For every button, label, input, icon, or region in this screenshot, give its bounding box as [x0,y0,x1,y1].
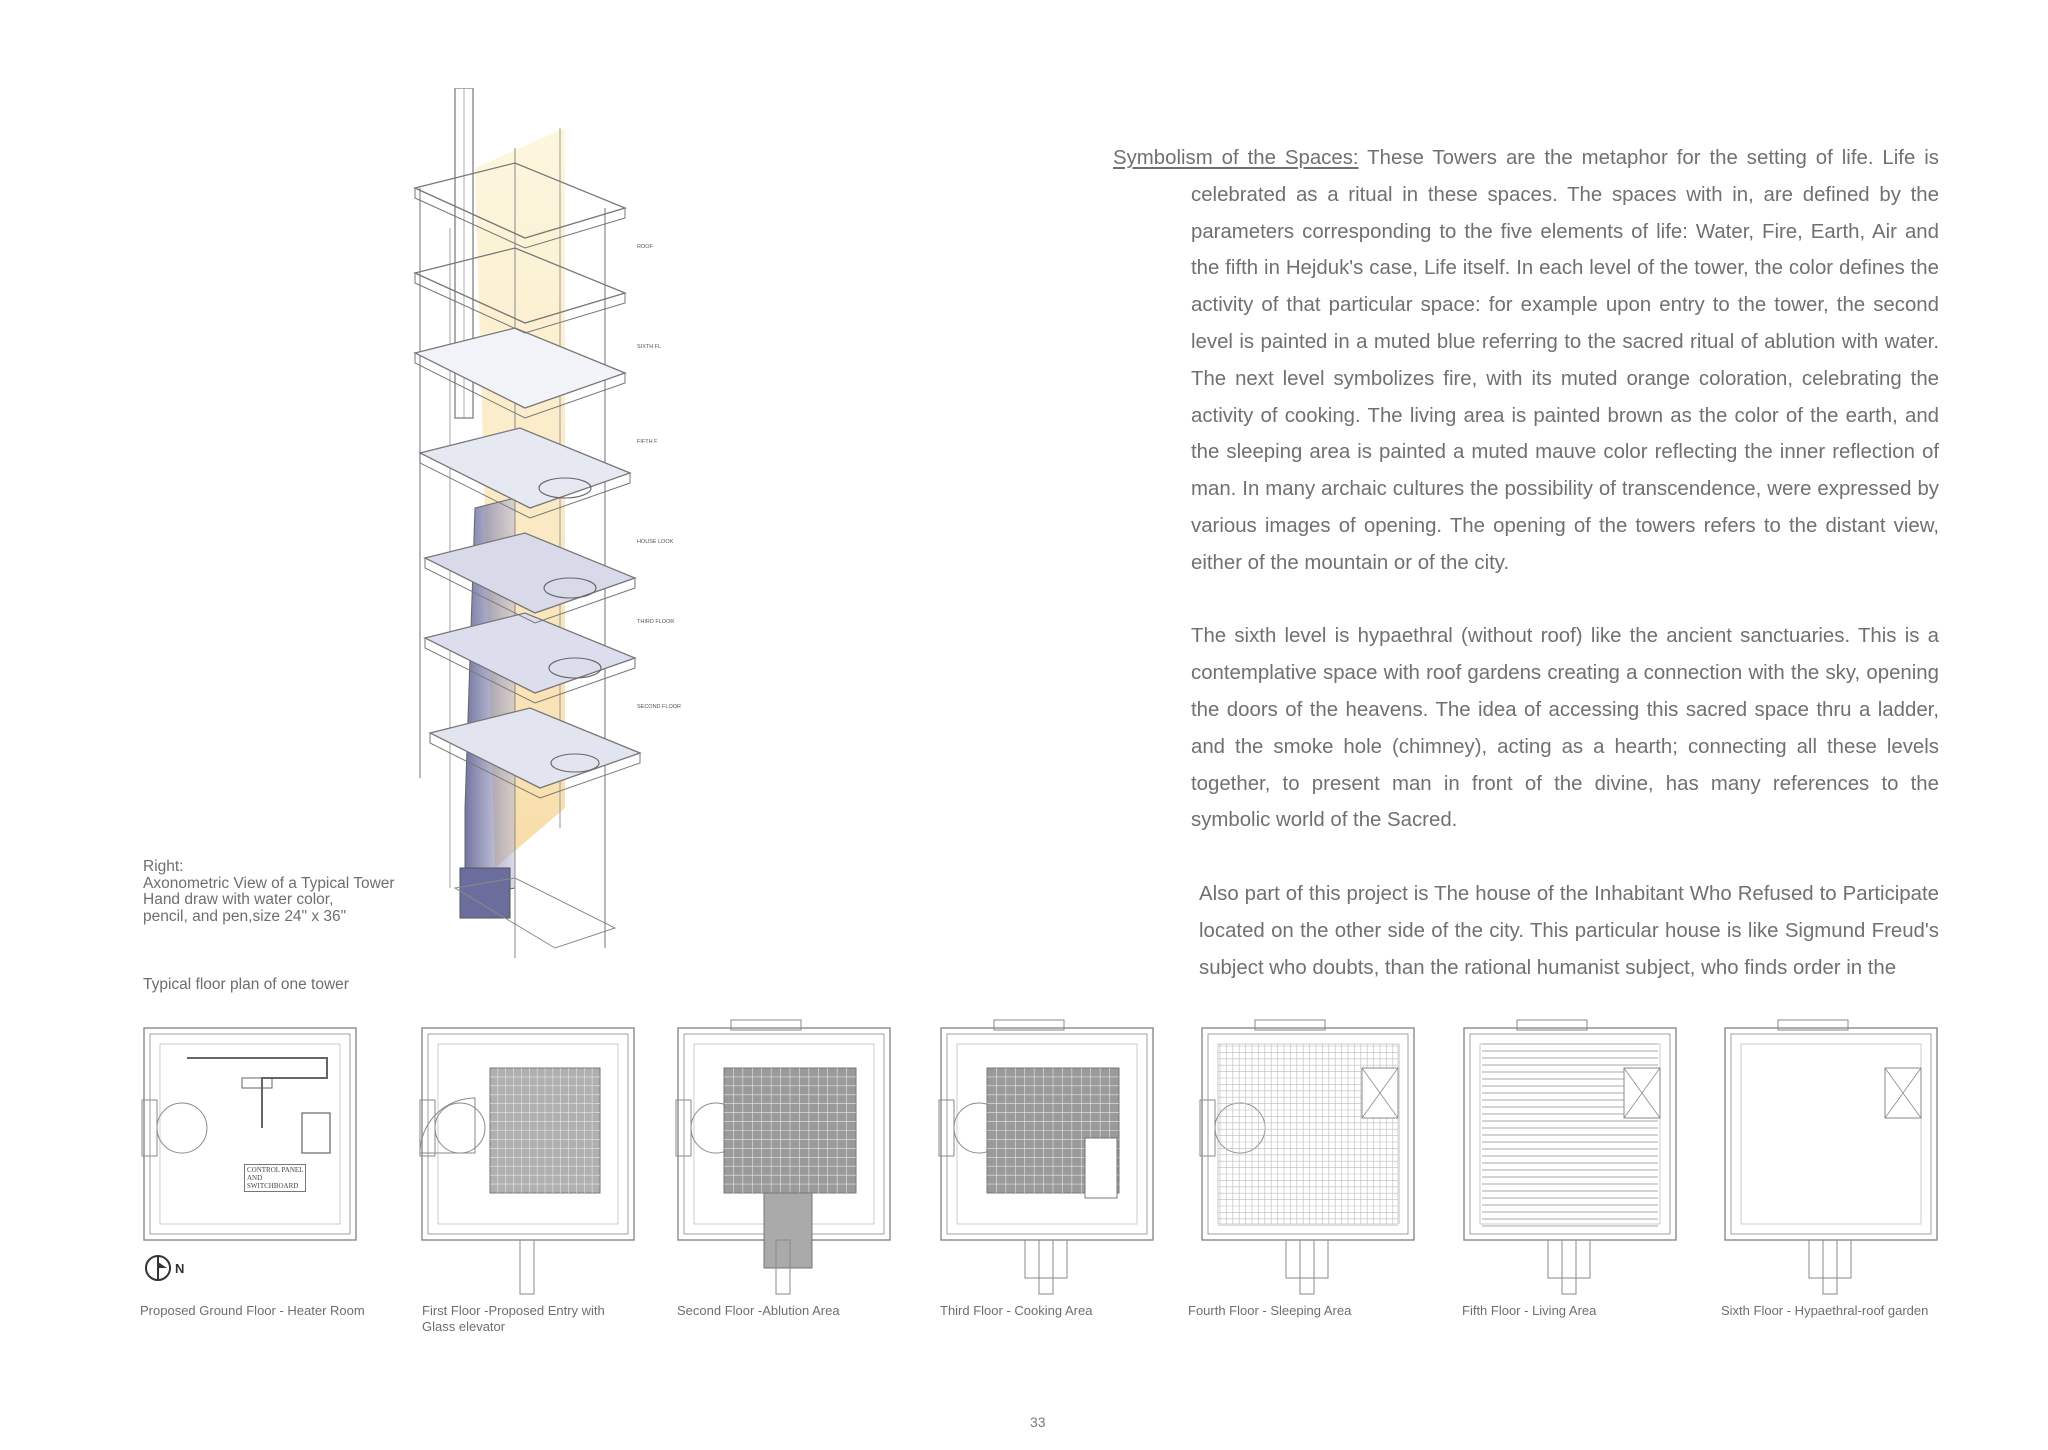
plan-label-first: First Floor -Proposed Entry with Glass elevator [422,1303,605,1334]
plan-drawing [939,1018,1169,1298]
plan-elevator-circle [435,1103,485,1153]
plan-label-sixth: Sixth Floor - Hypaethral-roof garden [1721,1303,1929,1318]
tower-axonometric-drawing [405,88,705,958]
plan-stair [1039,1240,1053,1294]
floor-plan-sixth [1723,1018,1953,1298]
tower-caption-line: Axonometric View of a Typical Tower [143,874,395,892]
north-arrow-icon [145,1254,191,1289]
plan-stair [1300,1240,1314,1294]
plan-label-fifth: Fifth Floor - Living Area [1462,1303,1597,1318]
paragraph-inhabitant-house: Also part of this project is The house of the Inhabitant Who Refused to Participate located on the other side of the city. This particular house is like Sigmund Freud's subject who doubts, than the rational humanist subject, who finds order in the [1199,882,1939,979]
plan-outer-wall [1725,1028,1937,1240]
floor-plan-first [420,1018,650,1298]
plan-landing [1025,1240,1067,1278]
plan-drawing [1723,1018,1953,1298]
plan-drawing [420,1018,650,1298]
plan-panel-box [302,1113,330,1153]
tower-annotation-roof: ROOF [637,244,653,250]
paragraph-lead: Symbolism of the Spaces: [1113,147,1359,169]
tower-annotation-fourth: HOUSE LOOK [637,539,674,545]
floor-plan-fourth [1200,1018,1430,1298]
plan-drawing [1462,1018,1692,1298]
tower-annotation-fifth: FIFTH F [637,439,658,445]
note-line: SWITCHBOARD [247,1182,299,1190]
plan-inner-wall [1731,1034,1931,1234]
plan-label-second: Second Floor -Ablution Area [677,1303,840,1318]
note-line: CONTROL PANEL [247,1166,304,1174]
floor-plans [140,1018,1940,1338]
plan-outer-wall [1464,1028,1676,1240]
north-label: N [175,1261,185,1276]
plan-landing [1286,1240,1328,1278]
tower-annotation-third: THIRD FLOOR [637,619,675,625]
page-number: 33 [1030,1414,1046,1430]
plan-stair [1562,1240,1576,1294]
plans-title: Typical floor plan of one tower [143,976,349,993]
plan-heater [242,1078,272,1088]
plan-duct [187,1058,327,1128]
control-panel-note [244,1164,306,1192]
plan-label-third: Third Floor - Cooking Area [940,1303,1093,1318]
tower-caption [143,859,433,925]
plan-label-fourth: Fourth Floor - Sleeping Area [1188,1303,1352,1318]
plan-stair [1823,1240,1837,1294]
plan-elevator-circle [1215,1103,1265,1153]
paragraph-text: These Towers are the metaphor for the setting of life. Life is celebrated as a ritual in these spaces. The spaces with in, are defined by the parameters corresponding to the five elements of life: Water, Fire, Earth, Air and the fifth in Hejduk's case, Life itself. In each level of the tower, the color defines the activity of that particular space: for example upon entry to the tower, the second level is painted in a muted blue referring to the sacred ritual of ablution with water. The next level symbolizes fire, with its muted orange coloration, celebrating the activity of cooking. The living area is painted brown as the color of the earth, and the sleeping area is painted a muted mauve color reflecting the inner reflection of man. In many archaic cultures the possibility of transcendence, were expressed by various images of opening. The opening of the towers refers to the distant view, either of the mountain or of the city. [1191,147,1939,574]
plan-stair [520,1240,534,1294]
note-line: AND [247,1174,263,1182]
plan-stair-fill [764,1193,812,1268]
body-text [1113,140,1939,986]
paragraph-sixth-level: The sixth level is hypaethral (without roof) like the ancient sanctuaries. This is a contemplative space with roof gardens creating a connection with the sky, opening the doors of the heavens. The idea of accessing this sacred space thru a ladder, and the smoke hole (chimney), acting as a hearth; connecting all these levels together, to present man in front of the divine, has many references to the symbolic world of the Sacred. [1191,625,1939,832]
floor-plan-fifth [1462,1018,1692,1298]
tower-caption-line: Right: [143,858,184,875]
tower-caption-line: pencil, and pen,size 24" x 36" [143,907,347,925]
plan-drawing [1200,1018,1430,1298]
plan-label-ground: Proposed Ground Floor - Heater Room [140,1303,365,1318]
tower-annotation-sixth: SIXTH FL [637,344,662,350]
tower-caption-line: Hand draw with water color, [143,891,334,908]
plan-drawing [676,1018,906,1298]
plan-elevator-circle [157,1103,207,1153]
plan-outer-wall [144,1028,356,1240]
floor-plan-second [676,1018,906,1298]
plan-landing [1548,1240,1590,1278]
plan-inner-wall [150,1034,350,1234]
plan-landing [1809,1240,1851,1278]
plan-inner-wall [1470,1034,1670,1234]
plan-outer-wall [1202,1028,1414,1240]
floor-plan-third [939,1018,1169,1298]
paragraph-symbolism [1113,140,1939,582]
tower-annotation-second: SECOND FLOOR [637,704,682,710]
plan-inner-line [160,1044,340,1224]
plan-stove [1085,1138,1117,1198]
plan-inner-wall [1208,1034,1408,1234]
